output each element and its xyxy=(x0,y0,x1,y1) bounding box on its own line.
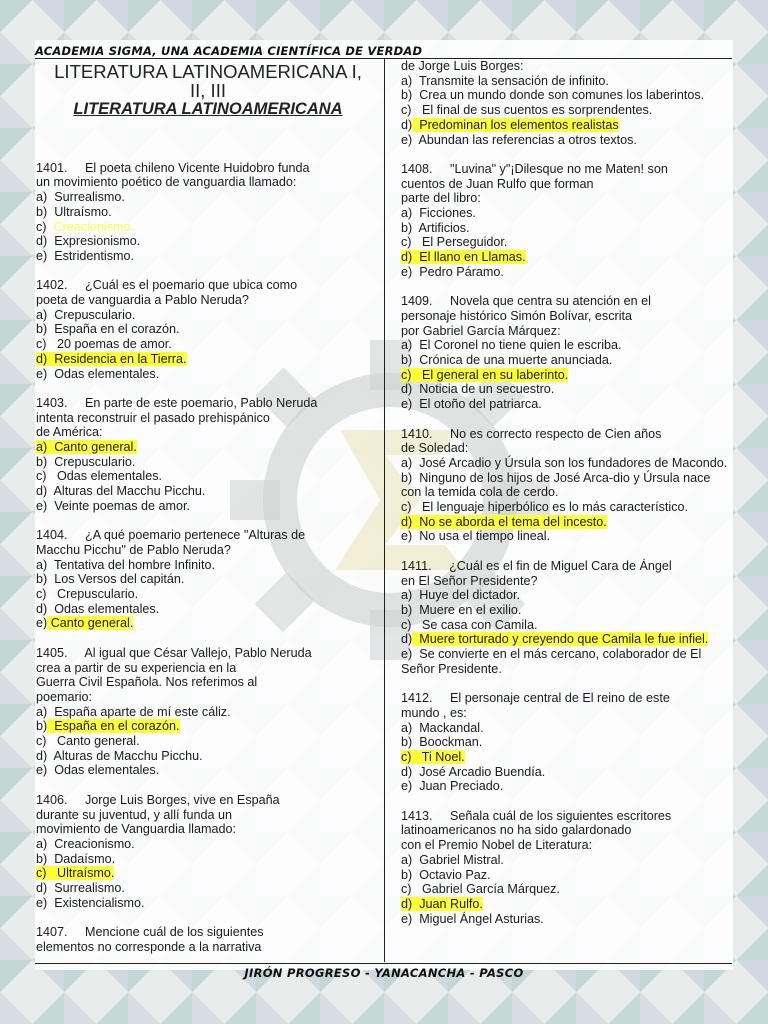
option-c: c) 20 poemas de amor. xyxy=(36,337,172,352)
option-c: c) El lenguaje hiperbólico es lo más característico. xyxy=(401,500,688,515)
option-a: a) Gabriel Mistral. xyxy=(401,852,504,867)
option-e: e) El otoño del patriarca. xyxy=(401,397,542,412)
option-d: d) Alturas de Macchu Picchu. xyxy=(36,748,203,763)
question-text: crea a partir de su experiencia en la xyxy=(36,660,237,675)
option-d xyxy=(401,118,733,133)
subtitle: LITERATURA LATINOAMERICANA xyxy=(73,100,343,118)
answer-highlight: d) El llano en Llamas. xyxy=(401,250,526,265)
question-text: Macchu Picchu" de Pablo Neruda? xyxy=(36,542,231,557)
institution-header: ACADEMIA SIGMA, UNA ACADEMIA CIENTÍFICA DE VERDAD xyxy=(35,44,423,58)
answer-highlight: Muere torturado y creyendo que Camila le fue infiel. xyxy=(412,632,709,647)
question-text: intenta reconstruir el pasado prehispánico xyxy=(36,410,270,425)
option-d: d) José Arcadio Buendía. xyxy=(401,764,546,779)
option-d xyxy=(401,632,733,647)
option-e: e) No usa el tiempo lineal. xyxy=(401,529,551,544)
option-d: d) Expresionismo. xyxy=(36,234,141,249)
question-text: 1409. Novela que centra su atención en el xyxy=(401,294,651,309)
question-text: parte del libro: xyxy=(401,191,481,206)
option-b xyxy=(36,719,380,734)
option-d xyxy=(401,250,733,265)
option-a: a) Mackandal. xyxy=(401,720,484,735)
answer-highlight: a) Canto general. xyxy=(36,440,137,455)
question-text: poeta de vanguardia a Pablo Neruda? xyxy=(36,293,249,308)
option-d xyxy=(36,352,380,367)
option-a: a) Ficciones. xyxy=(401,206,476,221)
option-d xyxy=(401,897,733,912)
question-text: 1403. En parte de este poemario, Pablo Neruda xyxy=(36,395,318,410)
question-1409 xyxy=(401,294,733,412)
option-e: e) Existencialismo. xyxy=(36,895,145,910)
question-text: de Jorge Luis Borges: xyxy=(401,59,524,73)
option-prefix: d) xyxy=(401,117,413,132)
question-text: mundo , es: xyxy=(401,705,467,720)
question-text: de Soledad: xyxy=(401,441,469,456)
option-b: b) España en el corazón. xyxy=(36,322,180,337)
question-1403 xyxy=(36,396,380,514)
question-text: en El Señor Presidente? xyxy=(401,573,538,588)
question-text: 1406. Jorge Luis Borges, vive en España xyxy=(36,792,280,807)
question-1407 xyxy=(36,925,380,954)
option-prefix: b) xyxy=(36,719,48,734)
option-d xyxy=(401,515,733,530)
option-a: a) Surrealismo. xyxy=(36,190,125,205)
answer-highlight: España en el corazón. xyxy=(47,719,180,734)
option-b: b) Crónica de una muerte anunciada. xyxy=(401,353,613,368)
question-text: Guerra Civil Española. Nos referimos al xyxy=(36,675,258,690)
question-text: personaje histórico Simón Bolívar, escrita xyxy=(401,308,632,323)
option-e: e) Se convierte en el más cercano, colaborador de El Señor Presidente. xyxy=(401,647,705,676)
question-text: un movimiento poético de vanguardia llamado: xyxy=(36,175,297,190)
question-1408 xyxy=(401,162,733,280)
option-e xyxy=(36,616,380,631)
option-c: c) Canto general. xyxy=(36,734,140,749)
question-text: 1408. "Luvina" y"¡Dilesque no me Maten! son xyxy=(401,161,668,176)
option-prefix: d) xyxy=(401,632,413,647)
option-e: e) Veinte poemas de amor. xyxy=(36,498,191,513)
footer-address: JIRÓN PROGRESO - YANACANCHA - PASCO xyxy=(244,966,524,980)
option-b: b) Crepusculario. xyxy=(36,454,136,469)
option-b: b) Octavio Paz. xyxy=(401,867,491,882)
question-1413 xyxy=(401,809,733,927)
question-text: elementos no corresponde a la narrativa xyxy=(36,939,262,954)
option-a: a) España aparte de mí este cáliz. xyxy=(36,704,231,719)
answer-highlight: c) Ti Noel. xyxy=(401,749,465,764)
answer-highlight: c) El general en su laberinto. xyxy=(401,367,569,382)
question-text: 1411. ¿Cuál es el fin de Miguel Cara de Ángel xyxy=(401,558,672,573)
answer-highlight: Predominan los elementos realistas xyxy=(412,117,619,132)
question-text: de América: xyxy=(36,425,103,440)
question-text: 1404. ¿A qué poemario pertenece "Alturas de xyxy=(36,528,306,543)
answer-highlight: d) Residencia en la Tierra. xyxy=(36,351,187,366)
question-1401 xyxy=(36,161,380,264)
question-text: movimiento de Vanguardia llamado: xyxy=(36,822,236,837)
option-e: e) Abundan las referencias a otros textos. xyxy=(401,132,637,147)
option-a: a) Tentativa del hombre Infinito. xyxy=(36,557,215,572)
left-column xyxy=(36,62,380,955)
option-c: c) Crepusculario. xyxy=(36,587,139,602)
option-a: a) Crepusculario. xyxy=(36,307,136,322)
option-a: a) José Arcadio y Úrsula son los fundadores de Macondo. xyxy=(401,455,728,470)
option-c xyxy=(36,220,380,235)
question-text: latinoamericanos no ha sido galardonado xyxy=(401,823,632,838)
option-c: c) El final de sus cuentos es sorprendentes. xyxy=(401,103,653,118)
question-text: 1410. No es correcto respecto de Cien años xyxy=(401,426,662,441)
question-text: durante su juventud, y allí funda un xyxy=(36,807,233,822)
question-text: 1405. Al igual que César Vallejo, Pablo Neruda xyxy=(36,645,312,660)
option-c: c) El Perseguidor. xyxy=(401,235,508,250)
option-a: a) Transmite la sensación de infinito. xyxy=(401,73,609,88)
column-divider xyxy=(384,58,385,962)
option-e: e) Pedro Páramo. xyxy=(401,264,504,279)
option-a: a) El Coronel no tiene quien le escriba. xyxy=(401,338,622,353)
question-text: poemario: xyxy=(36,689,93,704)
option-b: b) Artificios. xyxy=(401,220,470,235)
bottom-rule xyxy=(35,963,732,964)
question-text: 1413. Señala cuál de los siguientes escritores xyxy=(401,808,672,823)
option-b: b) Los Versos del capitán. xyxy=(36,572,185,587)
option-d: d) Noticia de un secuestro. xyxy=(401,382,555,397)
question-text: por Gabriel García Márquez: xyxy=(401,323,561,338)
option-b: b) Dadaísmo. xyxy=(36,851,116,866)
answer-highlight: c) Ultraísmo. xyxy=(36,866,115,881)
question-text: cuentos de Juan Rulfo que forman xyxy=(401,176,594,191)
question-text: con el Premio Nobel de Literatura: xyxy=(401,838,593,853)
option-d: d) Alturas del Macchu Picchu. xyxy=(36,484,206,499)
question-text: 1402. ¿Cuál es el poemario que ubica como xyxy=(36,278,298,293)
option-c: c) Odas elementales. xyxy=(36,469,162,484)
question-1410 xyxy=(401,427,733,545)
option-prefix: c) xyxy=(36,219,54,234)
question-1404 xyxy=(36,528,380,631)
option-c: c) Se casa con Camila. xyxy=(401,617,538,632)
option-prefix: e) xyxy=(36,616,48,631)
answer-highlight: Creacionismo. xyxy=(53,219,134,234)
question-text: 1407. Mencione cuál de los siguientes xyxy=(36,925,264,940)
option-a: a) Huye del dictador. xyxy=(401,588,521,603)
option-b: b) Ninguno de los hijos de José Arca-dio y Úrsula nace con la temida cola de cerdo. xyxy=(401,470,714,500)
option-c: c) Gabriel García Márquez. xyxy=(401,882,560,897)
option-b: b) Muere en el exilio. xyxy=(401,602,522,617)
option-c xyxy=(401,750,733,765)
question-1407-continued xyxy=(401,59,733,147)
question-1406 xyxy=(36,793,380,911)
option-b: b) Boockman. xyxy=(401,735,483,750)
question-text: 1401. El poeta chileno Vicente Huidobro funda xyxy=(36,160,310,175)
option-d: d) Odas elementales. xyxy=(36,601,160,616)
option-e: e) Odas elementales. xyxy=(36,763,160,778)
question-1412 xyxy=(401,691,733,794)
option-e: e) Odas elementales. xyxy=(36,366,160,381)
option-c xyxy=(401,368,733,383)
question-text: 1412. El personaje central de El reino de este xyxy=(401,691,670,706)
title-line-2: II, III xyxy=(190,80,226,101)
option-d: d) Surrealismo. xyxy=(36,881,125,896)
question-1411 xyxy=(401,559,733,677)
option-b: b) Crea un mundo donde son comunes los laberintos. xyxy=(401,88,705,103)
answer-highlight: d) No se aborda el tema del incesto. xyxy=(401,514,607,529)
option-e: e) Estridentismo. xyxy=(36,248,134,263)
option-e: e) Juan Preciado. xyxy=(401,779,504,794)
option-a: a) Creacionismo. xyxy=(36,836,135,851)
answer-highlight: d) Juan Rulfo. xyxy=(401,896,483,911)
right-column xyxy=(401,59,733,926)
option-b: b) Ultraísmo. xyxy=(36,204,112,219)
answer-highlight: Canto general. xyxy=(47,616,134,631)
option-a xyxy=(36,440,380,455)
question-1402 xyxy=(36,278,380,381)
option-c xyxy=(36,866,380,881)
question-1405 xyxy=(36,646,380,778)
title-line-1: LITERATURA LATINOAMERICANA I, xyxy=(54,61,362,82)
option-e: e) Miguel Ángel Asturias. xyxy=(401,911,544,926)
